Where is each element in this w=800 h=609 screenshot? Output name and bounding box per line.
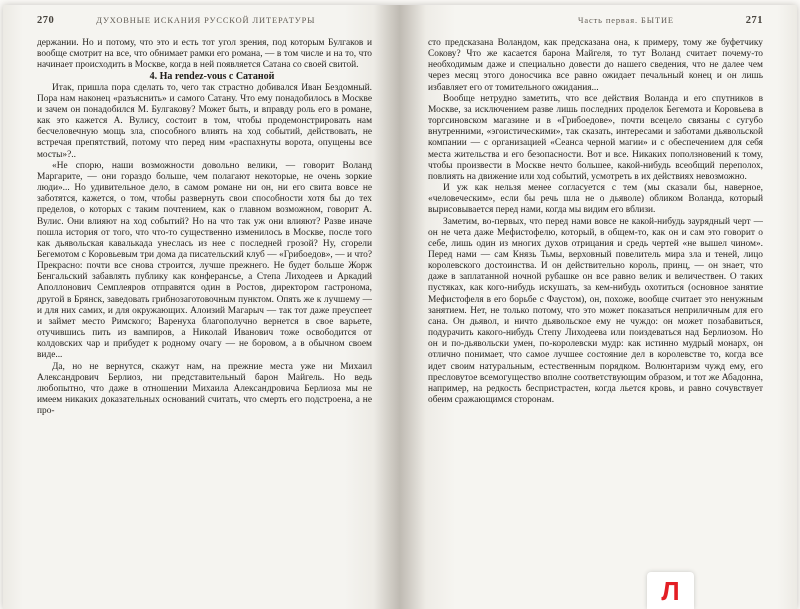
paragraph: Итак, пришла пора сделать то, чего так страстно добивался Иван Бездомный. Пора нам наконец «разъяснить» и самого Сатану. Что ему понадобилось в Москве и зачем он понадобился М. Булгакову? Может быть, и вправду роль его в романе, как это кажется А. Вулису, состоит в том, чтобы продемонстрировать нам бесчеловечную мощь зла, способного влиять на ход событий, действовать, не встречая препятствий, потому что перед ним «распахнуты ворота, опущены все мосты»?.. — [37, 82, 372, 160]
left-page-header — [37, 15, 372, 30]
labirint-watermark — [647, 572, 694, 609]
right-page-text — [428, 38, 763, 406]
right-page-content — [428, 15, 763, 605]
paragraph: И уж как нельзя менее согласуется с тем (мы сказали бы, наверное, «человеческим», если бы речь шла не о дьяволе) обликом Воланда, который вырисовывается перед нами, когда мы видим его вблизи. — [428, 183, 763, 216]
left-page-text — [37, 38, 372, 417]
labirint-logo-letter: Л — [661, 575, 680, 606]
left-page — [3, 5, 400, 609]
right-running-title: Часть первая. БЫТИЕ — [578, 16, 674, 25]
left-page-number: 270 — [37, 15, 55, 26]
right-page — [400, 5, 797, 609]
paragraph: Вообще нетрудно заметить, что все действия Воланда и его спутников в Москве, за исключением разве лишь последних проделок Бегемота и Коровьева в торгсиновском магазине и в «Грибоедове», почти всецело связаны с сугубо внутренними, «эгоистическими», так сказать, интересами и заботами дьявольской компании — с организацией «Сеанса черной магии» и с обеспечением для себя места жительства и его безопасности. Вот и все. Никаких поползновений к тому, чтобы произвести в Москве нечто большее, какой-нибудь всеобщий переполох, повлиять на движение или ход событий, усмотреть в их действиях невозможно. — [428, 93, 763, 182]
right-page-number: 271 — [745, 15, 763, 26]
right-page-header — [428, 15, 763, 30]
paragraph: Заметим, во-первых, что перед нами вовсе не какой-нибудь заурядный черт — он не чета даже Мефистофелю, который, в общем-то, как он и сам это говорит о себе, лишь один из многих духов отрицания и средь чертей «не вышел чином». Перед нами — сам Князь Тьмы, верховный повелитель мира зла и теней, лицо королевского достоинства. И он действительно король, принц, — он знает, что даже в заплатанной ночной рубашке он все равно велик и величествен. О таких пустяках, как кого-нибудь искушать, за кем-нибудь охотиться (основное занятие Мефистофеля в его борьбе с Фаустом), он, похоже, вообще считает это ненужным занятием. Нет, не только потому, что это может показаться неприличным для его сана. Он дьявол, и ничто дьявольское ему не чуждо: он может позабавиться, подурачить какого-нибудь Степу Лиходеева или поиздеваться над Берлиозом. Но он и по-дьявольски умен, по-королевски мудр: как истинно мудрый монарх, он отлично понимает, что самое лучшее состояние дел в королевстве то, когда все идет своим натуральным, естественным порядком. Волюнтаризм чужд ему, его пресловутое всемогущество вполне соответствующим образом, и тот же Абадонна, например, на редкость беспристрастен, когда льется кровь, и равно сочувствует обеим сражающимся сторонам. — [428, 216, 763, 405]
section-heading: 4. На rendez-vous с Сатаной — [149, 71, 275, 83]
paragraph: сто предсказана Воландом, как предсказана она, к примеру, тому же буфетчику Сокову? Что же касается барона Майгеля, то тут Воланд считает почему-то необходимым даже и специально довести до нашего сведения, что не далее чем через месяц этого доносчика все равно ожидает печальный конец и он лишь избавляет его от томительного ожидания... — [428, 38, 763, 93]
left-page-content — [37, 15, 372, 605]
paragraph: держании. Но и потому, что это и есть тот угол зрения, под которым Булгаков и вообще смотрит на все, что обнимает рамки его романа, — в том числе и на то, что начинает происходить в Москве, когда в ней появляется Сатана со своей свитой. — [37, 38, 372, 71]
paragraph: «Не спорю, наши возможности довольно велики, — говорит Воланд Маргарите, — они гораздо больше, чем полагают некоторые, не очень зоркие люди»... Но удивительное дело, в самом романе ни он, ни его свита вовсе не заботятся, кажется, о том, чтобы развернуть свои способности хотя бы до тех пределов, о которых с таким почтением, как о главном возможном, говорит А. Вулис. Они влияют на ход событий? Но на что так уж они влияют? Разве иначе пошла история от того, что что-то существенно изменилось в Москве, после того как дьявольская кавалькада унеслась из нее с последней грозой? Ну, сгорели Бегемотом с Коровьевым три дома да писательский клуб — «Грибоедов», — и что? Прекрасно: почти все снова строится, лучше прежнего. Не будет больше Жорж Бенгальский забавлять публику как конферансье, а Степа Лиходеев и Аркадий Аполлонович Семплеяров отправятся один в Ростов, директором гастронома, другой в Брянск, заведовать грибнозаготовочным пунктом. Опять же к лучшему — и для них самих, и для окружающих. Алоизий Магарыч — так тот даже преуспеет и займет место Римского; Варенуха благополучно вернется в свое варьете, отучившись пить из вампиров, а Николай Иванович тоже освободится от колдовских чар и прибудет к родному очагу — не боровом, а в обычном своем виде... — [37, 160, 372, 361]
paragraph: Да, но не вернутся, скажут нам, на прежние места уже ни Михаил Александрович Берлиоз, ни представительный барон Майгель. Но ведь любопытно, что даже в отношении Михаила Александровича Берлиоза мы не имеем никаких доказательных оснований считать, что смерть его подстроена, а не про- — [37, 361, 372, 417]
left-running-title: ДУХОВНЫЕ ИСКАНИЯ РУССКОЙ ЛИТЕРАТУРЫ — [96, 16, 316, 25]
book-spread — [3, 5, 797, 609]
